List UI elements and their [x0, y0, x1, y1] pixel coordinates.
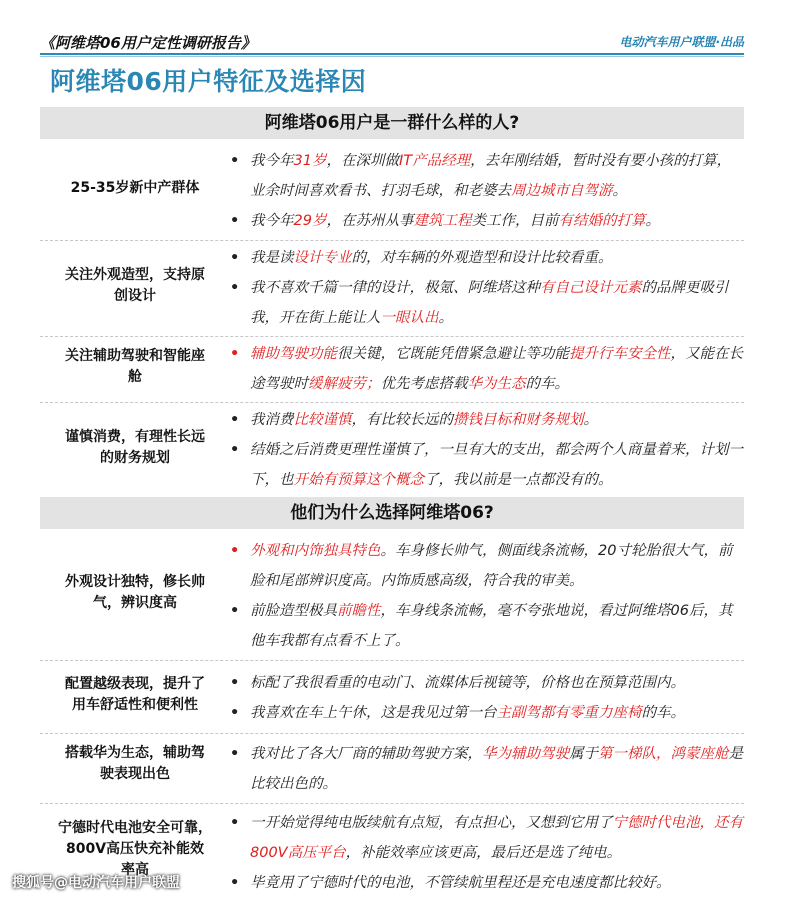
quote-text: 我是读: [250, 250, 294, 266]
quote-text: 的品牌更吸引我，开在街上能让人: [250, 280, 729, 326]
bullet-dot-icon: •: [230, 746, 240, 762]
quote-text: ，又能在长途驾驶时: [250, 346, 743, 392]
highlighted-text: 辅助驾驶功能: [250, 346, 337, 362]
quote-bullet: [230, 668, 744, 698]
quote-text: ，车身线条流畅，毫不夸张地说，看过阿维塔06后，其他车我都有点看不上了。: [250, 603, 733, 649]
row-bullets: [230, 339, 744, 399]
quote-text: 我今年: [250, 153, 294, 169]
bullet-dot-icon: •: [230, 213, 240, 229]
highlighted-text: 比较谨慎: [293, 412, 352, 428]
row-label: 关注外观造型，支持原 创设计: [65, 267, 205, 304]
row-divider: [40, 402, 744, 403]
quote-text: ，补能效率应该更高，最后还是选了纯电。: [345, 845, 622, 861]
row-bullets: [230, 405, 744, 495]
report-title: 《阿维塔06用户定性调研报告》: [40, 34, 256, 52]
quote-bullet: [230, 536, 744, 596]
highlighted-text: 缓解疲劳；: [308, 376, 381, 392]
highlighted-text: 华为生态: [467, 376, 526, 392]
row-divider: [40, 803, 744, 804]
profile-row-design: [40, 243, 744, 335]
reason-row-design: [40, 536, 744, 658]
highlighted-text: 外观和内饰独具特色: [250, 543, 381, 559]
quote-bullet: [230, 146, 744, 206]
quote-text: 。: [645, 213, 660, 229]
bullet-dot-icon: •: [230, 705, 240, 721]
watermark: 搜狐号@电动汽车用户联盟: [12, 875, 180, 891]
highlighted-text: 宁德时代电池，还有800V高压平台: [250, 815, 743, 861]
highlighted-text: 开始有预算这个概念: [293, 472, 424, 488]
highlighted-text: 周边城市自驾游: [511, 183, 613, 199]
row-divider: [40, 660, 744, 661]
row-divider: [40, 336, 744, 337]
quote-bullet: [230, 596, 744, 656]
bullet-dot-icon: •: [230, 153, 240, 169]
highlighted-text: 31岁: [293, 153, 327, 169]
quote-text: 。: [612, 183, 627, 199]
section-heading-who: 阿维塔06用户是一群什么样的人?: [40, 107, 744, 139]
quote-bullet: [230, 698, 744, 728]
bullet-dot-icon: •: [230, 442, 240, 458]
row-label: 关注辅助驾驶和智能座 舱: [65, 348, 205, 385]
quote-text: 是比较出色的。: [250, 746, 743, 792]
row-divider: [40, 240, 744, 241]
highlighted-text: 第一梯队，鸿蒙座舱: [598, 746, 729, 762]
bullet-dot-icon: •: [230, 412, 240, 428]
highlighted-text: 提升行车安全性: [569, 346, 671, 362]
row-label: 谨慎消费，有理性长远 的财务规划: [65, 429, 205, 466]
row-divider: [40, 733, 744, 734]
quote-text: 前脸造型极具: [250, 603, 337, 619]
profile-row-age: [40, 146, 744, 238]
reason-row-huawei: [40, 739, 744, 801]
row-bullets: [230, 536, 744, 656]
highlighted-text: 主副驾都有零重力座椅: [496, 705, 642, 721]
quote-text: 的车。: [525, 376, 569, 392]
highlighted-text: 华为辅助驾驶: [482, 746, 569, 762]
highlighted-text: 29岁: [293, 213, 327, 229]
bullet-dot-icon: •: [230, 675, 240, 691]
quote-text: 我喜欢在车上午休，这是我见过第一台: [250, 705, 497, 721]
quote-text: 标配了我很看重的电动门、流媒体后视镜等，价格也在预算范围内。: [250, 675, 685, 691]
row-label: 搭载华为生态，辅助驾 驶表现出色: [65, 745, 205, 782]
highlighted-text: 前瞻性: [337, 603, 381, 619]
quote-text: 结婚之后消费更理性谨慎了，一旦有大的支出，都会两个人商量着来，计划一下，也: [250, 442, 743, 488]
quote-text: 很关键，它既能凭借紧急避让等功能: [337, 346, 569, 362]
section-heading-why: 他们为什么选择阿维塔06?: [40, 497, 744, 529]
highlighted-text: 建筑工程: [413, 213, 472, 229]
quote-bullet: [230, 273, 744, 333]
quote-text: 。: [583, 412, 598, 428]
bullet-dot-icon: •: [230, 603, 240, 619]
row-label: 宁德时代电池安全可靠， 800V高压快充补能效 率高: [58, 820, 212, 878]
row-bullets: [230, 739, 744, 799]
row-bullets: [230, 243, 744, 333]
highlighted-text: 一眼认出: [380, 310, 439, 326]
quote-bullet: [230, 808, 744, 868]
quote-bullet: [230, 405, 744, 435]
bullet-dot-icon: •: [230, 280, 240, 296]
quote-text: 优先考虑搭载: [380, 376, 468, 392]
row-bullets: [230, 146, 744, 236]
quote-bullet: [230, 243, 744, 273]
highlighted-text: IT产品经理: [398, 153, 471, 169]
header-divider-thin: [40, 56, 744, 57]
row-label: 25-35岁新中产群体: [70, 180, 200, 196]
bullet-dot-icon: •: [230, 250, 240, 266]
header-divider: [40, 53, 744, 55]
quote-text: 的，对车辆的外观造型和设计比较看重。: [351, 250, 613, 266]
quote-text: 了，我以前是一点都没有的。: [424, 472, 613, 488]
highlighted-text: 攒钱目标和财务规划: [453, 412, 584, 428]
row-bullets: [230, 808, 744, 898]
quote-text: 。: [438, 310, 453, 326]
highlighted-text: 设计专业: [293, 250, 352, 266]
quote-bullet: [230, 868, 744, 898]
quote-text: 毕竟用了宁德时代的电池，不管续航里程还是充电速度都比较好。: [250, 875, 671, 891]
quote-text: ，在深圳做: [326, 153, 399, 169]
quote-text: 我今年: [250, 213, 294, 229]
bullet-dot-icon: •: [230, 875, 240, 891]
quote-text: 的车。: [641, 705, 685, 721]
quote-text: ，有比较长远的: [351, 412, 453, 428]
highlighted-text: 有自己设计元素: [540, 280, 642, 296]
quote-text: ，在苏州从事: [326, 213, 414, 229]
bullet-dot-icon: •: [230, 346, 240, 362]
row-label: 配置越级表现，提升了 用车舒适性和便利性: [65, 676, 205, 713]
row-bullets: [230, 668, 744, 728]
quote-text: 类工作，目前: [471, 213, 559, 229]
quote-bullet: [230, 206, 744, 236]
quote-text: 一开始觉得纯电版续航有点短，有点担心，又想到它用了: [250, 815, 613, 831]
bullet-dot-icon: •: [230, 815, 240, 831]
quote-bullet: [230, 739, 744, 799]
reason-row-config: [40, 668, 744, 730]
quote-text: 我消费: [250, 412, 294, 428]
quote-bullet: [230, 435, 744, 495]
row-label: 外观设计独特，修长帅 气，辨识度高: [65, 574, 205, 611]
page-title: 阿维塔06用户特征及选择因: [50, 67, 367, 96]
quote-text: 。车身修长帅气，侧面线条流畅，20寸轮胎很大气，前脸和尾部辨识度高。内饰质感高级，符合我的审美。: [250, 543, 733, 589]
quote-bullet: [230, 339, 744, 399]
quote-text: 我对比了各大厂商的辅助驾驶方案，: [250, 746, 482, 762]
profile-row-adas: [40, 339, 744, 401]
profile-row-finance: [40, 405, 744, 495]
quote-text: ，去年刚结婚，暂时没有要小孩的打算，业余时间喜欢看书、打羽毛球，和老婆去: [250, 153, 732, 199]
highlighted-text: 有结婚的打算: [558, 213, 646, 229]
bullet-dot-icon: •: [230, 543, 240, 559]
publisher-label: 电动汽车用户联盟·出品: [619, 35, 744, 49]
quote-text: 属于: [569, 746, 598, 762]
quote-text: 我不喜欢千篇一律的设计，极氪、阿维塔这种: [250, 280, 540, 296]
